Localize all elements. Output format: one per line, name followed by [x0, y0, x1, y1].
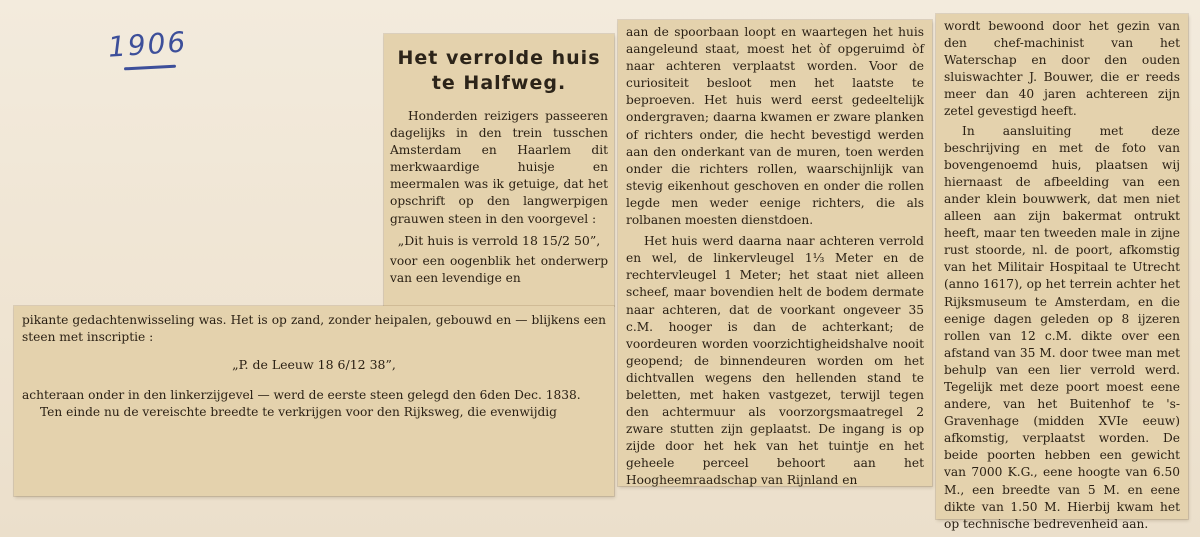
- clipping-right-column: [936, 14, 1188, 531]
- handwritten-year: 1906: [106, 25, 189, 64]
- column3-paragraph: wordt bewoond door het gezin van den chef-machinist van het Waterschap en door den ouden sluiswachter J. Bouwer, die er reeds meer dan 40 jaren achtereen zijn zetel gevestigd heeft.: [944, 19, 1180, 119]
- column1-paragraph: Honderden reizigers passeeren dagelijks in den trein tusschen Amsterdam en Haarlem dit merkwaardige huisje en meermalen was ik getuige, dat het opschrift op den langwerpigen grauwen steen in den voorgevel :: [390, 109, 608, 226]
- headline-line-1: Het verrolde huis: [397, 47, 601, 69]
- column2-paragraph-2: Het huis werd daarna naar achteren verrold en wel, de linkervleugel 1⅓ Meter en de rechtervleugel 1 Meter; het staat niet alleen scheef, maar bovendien helt de bodem dermate naar achteren, dat de voorkant ongeveer 35 c.M. hooger is dan de achterkant; de voordeuren worden voorzichtigheidshalve nooit geopend; de binnendeuren worden om het dichtvallen wegens den hellenden stand te beletten, met haken vastgezet, terwijl tegen den achtermuur als voorzorgsmaatregel 2 zware stutten zijn geplaatst. De ingang is op zijde door het hek van het tuintje en het geheele perceel behoort aan het Hoogheemraadschap van Rijnland en: [626, 234, 924, 488]
- bottom-paragraph-3: Ten einde nu de vereischte breedte te verkrijgen voor den Rijksweg, die evenwijdig: [40, 405, 557, 420]
- column1-continuation: voor een oogenblik het onderwerp van een levendige en: [390, 253, 608, 285]
- headline-line-2: te Halfweg.: [431, 72, 567, 94]
- clipping-wide-bottom: [14, 306, 614, 496]
- article-headline: [390, 46, 608, 96]
- year-underline: [124, 65, 176, 71]
- column1-inscription: „Dit huis is verrold 18 15/2 50”,: [397, 232, 601, 248]
- clipping-middle-column: [618, 20, 932, 486]
- bottom-paragraph: pikante gedachtenwisseling was. Het is op zand, zonder heipalen, gebouwd en — blijkens een steen met inscriptie :: [22, 313, 606, 345]
- column2-paragraph: aan de spoorbaan loopt en waartegen het huis aangeleund staat, moest het òf opgeruimd òf naar achteren verplaatst worden. Voor de curiositeit besloot men het laatste te beproeven. Het huis werd eerst gedeeltelijk ondergraven; daarna kwamen er zware planken of richters onder, die hecht bevestigd werden aan den onderkant van de muren, toen werden onder die richters rollen, waarschijnlijk van stevig eikenhout geschoven en onder die rollen legde men weder eenige richters, die als rolbanen moesten dienstdoen.: [626, 25, 924, 228]
- bottom-inscription: „P. de Leeuw 18 6/12 38”,: [232, 357, 396, 373]
- clipping-headline-column: [384, 34, 614, 306]
- column3-paragraph-2: In aansluiting met deze beschrijving en met de foto van bovengenoemd huis, plaatsen wij hiernaast de afbeelding van een ander klein bouwwerk, dat men niet alleen aan zijn bakermat ontrukt heeft, maar ten tweeden male in zijne rust stoorde, nl. de poort, afkomstig van het Militair Hospitaal te Utrecht (anno 1617), op het terrein achter het Rijksmuseum te Amsterdam, en die eenige dagen geleden op 8 ijzeren rollen van 12 c.M. dikte over een afstand van 35 M. door twee man met behulp van een lier verrold werd. Tegelijk met deze poort moest eene andere, van het Buitenhof te 's-Gravenhage (midden XVIe eeuw) afkomstig, verplaatst worden. De beide poorten hebben een gewicht van 7000 K.G., eene hoogte van 6.50 M., een breedte van 5 M. en eene dikte van 1.50 M. Hierbij kwam het op technische bedrevenheid aan.: [944, 123, 1180, 531]
- bottom-paragraph-2: achteraan onder in den linkerzijgevel — werd de eerste steen gelegd den 6den Dec. 1838.: [22, 388, 581, 403]
